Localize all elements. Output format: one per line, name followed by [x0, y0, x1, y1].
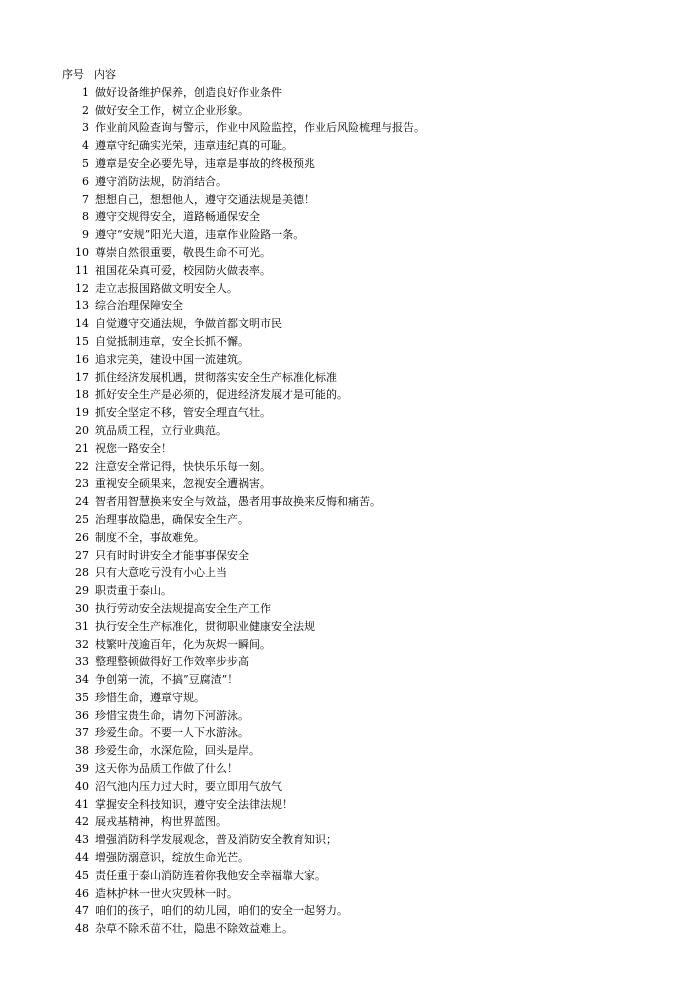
row-number: 12	[75, 281, 89, 295]
row-number: 23	[75, 477, 89, 491]
row-number: 10	[75, 245, 89, 259]
row-number: 32	[75, 637, 89, 651]
table-row	[62, 386, 682, 404]
table-row	[62, 689, 682, 707]
table-row	[62, 84, 682, 102]
row-number: 1	[82, 85, 89, 99]
row-number: 39	[75, 762, 89, 776]
table-row	[62, 564, 682, 582]
row-content: 抓安全坚定不移，管安全理直气壮。	[95, 406, 271, 420]
table-row	[62, 547, 682, 565]
table-row	[62, 493, 682, 511]
row-content: 抓好安全生产是必须的，促进经济发展才是可能的。	[95, 388, 348, 402]
row-content: 祝您一路安全！	[95, 441, 172, 455]
row-number: 6	[82, 174, 89, 188]
row-content: 追求完美，建设中国一流建筑。	[95, 352, 249, 366]
table-row	[62, 102, 682, 120]
row-number: 33	[75, 655, 89, 669]
row-content: 珍惜宝贵生命，请勿下河游泳。	[95, 708, 249, 722]
row-content: 遵章是安全必要先导，违章是事故的终极预兆	[95, 156, 315, 170]
row-number: 47	[75, 904, 89, 918]
row-number: 28	[75, 566, 89, 580]
table-row	[62, 920, 682, 938]
row-number: 25	[75, 512, 89, 526]
row-number: 42	[75, 815, 89, 829]
row-number: 22	[75, 459, 89, 473]
row-content: 咱们的孩子，咱们的幼儿园，咱们的安全一起努力。	[95, 904, 348, 918]
row-number: 21	[75, 441, 89, 455]
table-row	[62, 422, 682, 440]
table-row	[62, 636, 682, 654]
table-body	[62, 84, 682, 938]
table-row	[62, 244, 682, 262]
row-number: 5	[82, 156, 89, 170]
row-number: 15	[75, 334, 89, 348]
row-content: 增强防溺意识，绽放生命光芒。	[95, 851, 249, 865]
table-row	[62, 404, 682, 422]
row-content: 治理事故隐患，确保安全生产。	[95, 512, 249, 526]
table-row	[62, 155, 682, 173]
row-content: 这天你为品质工作做了什么！	[95, 762, 238, 776]
row-content: 执行安全生产标准化，贯彻职业健康安全法规	[95, 619, 315, 633]
row-content: 枝繁叶茂逾百年，化为灰烬一瞬间。	[95, 637, 271, 651]
table-row	[62, 315, 682, 333]
row-number: 45	[75, 868, 89, 882]
table-row	[62, 653, 682, 671]
table-row	[62, 867, 682, 885]
row-number: 8	[82, 210, 89, 224]
row-content: 制度不全，事故难免。	[95, 530, 205, 544]
row-content: 争创第一流，不搞”豆腐渣”！	[95, 673, 239, 687]
row-content: 尊崇自然很重要，敬畏生命不可光。	[95, 245, 271, 259]
table-row	[62, 440, 682, 458]
row-number: 14	[75, 317, 89, 331]
table-row	[62, 119, 682, 137]
row-content: 抓住经济发展机遇，贯彻落实安全生产标准化标准	[95, 370, 337, 384]
table-row	[62, 297, 682, 315]
row-content: 自觉抵制违章，安全长抓不懈。	[95, 334, 249, 348]
row-content: 遵章守纪确实光荣，违章违纪真的可耻。	[95, 139, 293, 153]
table-row	[62, 333, 682, 351]
table-row	[62, 724, 682, 742]
row-content: 整理整顿做得好工作效率步步高	[95, 655, 249, 669]
row-number: 37	[75, 726, 89, 740]
table-row	[62, 582, 682, 600]
table-header	[62, 66, 682, 84]
row-content: 掌握安全科技知识，遵守安全法律法规！	[95, 797, 293, 811]
row-content: 执行劳动安全法规提高安全生产工作	[95, 601, 271, 615]
table-row	[62, 707, 682, 725]
row-content: 珍惜生命，遵章守规。	[95, 690, 205, 704]
table-row	[62, 208, 682, 226]
row-content: 遵守交规得安全，道路畅通保安全	[95, 210, 260, 224]
row-content: 沼气池内压力过大时，要立即用气放气	[95, 779, 282, 793]
row-content: 责任重于泰山消防连着你我他安全幸福靠大家。	[95, 868, 326, 882]
row-number: 27	[75, 548, 89, 562]
row-number: 16	[75, 352, 89, 366]
table-row	[62, 618, 682, 636]
header-content: 内容	[94, 68, 116, 81]
row-number: 30	[75, 601, 89, 615]
row-number: 3	[82, 121, 89, 135]
table-row	[62, 191, 682, 209]
table-row	[62, 369, 682, 387]
table-row	[62, 458, 682, 476]
row-content: 祖国花朵真可爱，校园防火做表率。	[95, 263, 271, 277]
table-row	[62, 351, 682, 369]
row-number: 24	[75, 495, 89, 509]
row-content: 只有时时讲安全才能事事保安全	[95, 548, 249, 562]
row-number: 43	[75, 833, 89, 847]
row-content: 自觉遵守交通法规，争做首都文明市民	[95, 317, 282, 331]
table-row	[62, 831, 682, 849]
row-content: 增强消防科学发展观念，普及消防安全教育知识；	[95, 833, 337, 847]
row-content: 综合治理保障安全	[95, 299, 183, 313]
table-row	[62, 262, 682, 280]
table-row	[62, 778, 682, 796]
row-content: 做好安全工作，树立企业形象。	[95, 103, 249, 117]
table-row	[62, 529, 682, 547]
table-row	[62, 511, 682, 529]
row-number: 44	[75, 851, 89, 865]
table-row	[62, 849, 682, 867]
row-number: 38	[75, 744, 89, 758]
table-row	[62, 137, 682, 155]
row-content: 走立志报国路做文明安全人。	[95, 281, 238, 295]
row-number: 31	[75, 619, 89, 633]
row-content: 遵守“安规”阳光大道，违章作业险路一条。	[95, 228, 305, 242]
row-number: 13	[75, 299, 89, 313]
row-number: 48	[75, 922, 89, 936]
table-row	[62, 760, 682, 778]
row-number: 9	[82, 228, 89, 242]
document-table	[62, 66, 682, 938]
table-row	[62, 902, 682, 920]
table-row	[62, 885, 682, 903]
table-row	[62, 600, 682, 618]
row-number: 19	[75, 406, 89, 420]
row-content: 作业前风险查询与警示，作业中风险监控，作业后风险梳理与报告。	[95, 121, 425, 135]
table-row	[62, 813, 682, 831]
row-content: 遵守消防法规，防消结合。	[95, 174, 227, 188]
row-number: 36	[75, 708, 89, 722]
row-number: 26	[75, 530, 89, 544]
row-number: 18	[75, 388, 89, 402]
header-serial-number: 序号	[62, 68, 84, 81]
row-number: 11	[75, 263, 89, 277]
table-row	[62, 475, 682, 493]
row-content: 筑品质工程，立行业典范。	[95, 423, 227, 437]
table-row	[62, 280, 682, 298]
row-number: 40	[75, 779, 89, 793]
row-content: 做好设备维护保养，创造良好作业条件	[95, 85, 282, 99]
row-content: 职责重于泰山。	[95, 584, 172, 598]
table-row	[62, 742, 682, 760]
table-row	[62, 173, 682, 191]
row-content: 杂草不除禾苗不壮，隐患不除效益难上。	[95, 922, 293, 936]
row-content: 珍爱生命，水深危险，回头是岸。	[95, 744, 260, 758]
row-number: 17	[75, 370, 89, 384]
row-number: 35	[75, 690, 89, 704]
row-number: 41	[75, 797, 89, 811]
row-content: 重视安全硕果来，忽视安全遭祸害。	[95, 477, 271, 491]
row-number: 29	[75, 584, 89, 598]
row-content: 只有大意吃亏没有小心上当	[95, 566, 227, 580]
table-row	[62, 796, 682, 814]
row-number: 34	[75, 673, 89, 687]
row-content: 智者用智慧换来安全与效益，愚者用事故换来反悔和痛苦。	[95, 495, 381, 509]
row-number: 2	[82, 103, 89, 117]
row-number: 7	[82, 192, 89, 206]
row-number: 4	[82, 139, 89, 153]
row-number: 46	[75, 886, 89, 900]
table-row	[62, 226, 682, 244]
row-content: 注意安全常记得，快快乐乐每一刻。	[95, 459, 271, 473]
row-content: 想想自己，想想他人，遵守交通法规是美德！	[95, 192, 315, 206]
row-content: 造林护林一世火灾毁林一时。	[95, 886, 238, 900]
row-content: 珍爱生命。不要一人下水游泳。	[95, 726, 249, 740]
row-content: 展戎基精神，构世界蓝图。	[95, 815, 227, 829]
row-number: 20	[75, 423, 89, 437]
table-row	[62, 671, 682, 689]
